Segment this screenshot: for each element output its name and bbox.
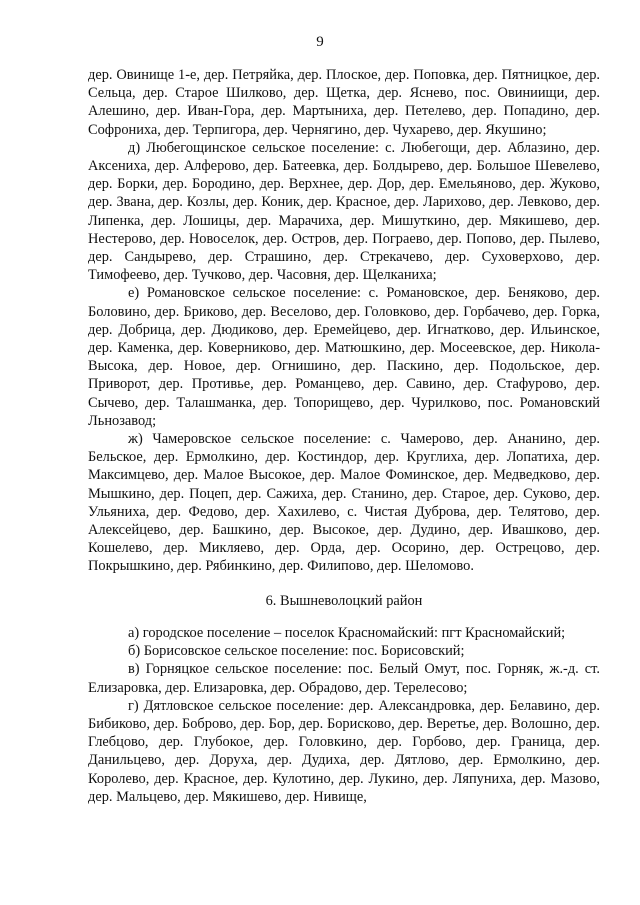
- paragraph-chamerovskoe: ж) Чамеровское сельское поселение: с. Чамерово, дер. Ананино, дер. Бельское, дер. Ермолкино, дер. Костиндор, дер. Круглиха, дер. Лопатиха, дер. Максимцево, дер. Малое Высокое, дер. Малое Фоминское, дер. Медведково, дер. Мышкино, дер. Поцеп, дер. Сажиха, дер. Станино, дер. Старое, дер. Суково, дер. Ульяниха, дер. Федово, дер. Хахилево, с. Чистая Дуброва, дер. Телятово, дер. Алексейцево, дер. Башкино, дер. Высокое, дер. Дудино, дер. Ивашково, дер. Кошелево, дер. Микляево, дер. Орда, дер. Осорино, дер. Острецово, дер. Покрышкино, дер. Рябинкино, дер. Филипово, дер. Шеломово.: [88, 431, 600, 575]
- paragraph-borisovskoe: б) Борисовское сельское поселение: пос. Борисовский;: [128, 643, 465, 660]
- paragraph-krasnomaysky: а) городское поселение – поселок Красномайский: пгт Красномайский;: [128, 624, 566, 641]
- section-heading: 6. Вышневолоцкий район: [265, 592, 423, 609]
- page-number: 9: [316, 34, 324, 50]
- paragraph-gornyatskoe: в) Горняцкое сельское поселение: пос. Белый Омут, пос. Горняк, ж.-д. ст. Елизаровка, дер. Елизаровка, дер. Обрадово, дер. Терелесово;: [88, 661, 600, 696]
- document-body: [88, 66, 600, 806]
- paragraph-lyubegoschinskoe: д) Любегощинское сельское поселение: с. Любегощи, дер. Аблазино, дер. Аксениха, дер. Алферово, дер. Батеевка, дер. Болдырево, дер. Большое Шевелево, дер. Борки, дер. Бородино, дер. Верхнее, дер. Дор, дер. Емельяново, дер. Жуково, дер. Звана, дер. Козлы, дер. Коник, дер. Красное, дер. Ларихово, дер. Левково, дер. Липенка, дер. Лошицы, дер. Марачиха, дер. Мишуткино, дер. Мякишево, дер. Нестерово, дер. Новоселок, дер. Остров, дер. Пограево, дер. Попово, дер. Пылево, дер. Сандырево, дер. Страшино, дер. Стрекачево, дер. Суховерхово, дер. Тимофеево, дер. Тучково, дер. Часовня, дер. Щелканиха;: [88, 139, 600, 284]
- paragraph-dyatlovskoe: г) Дятловское сельское поселение: дер. Александровка, дер. Белавино, дер. Бибиково, дер. Боброво, дер. Бор, дер. Борисково, дер. Веретье, дер. Волошно, дер. Глебцово, дер. Глубокое, дер. Головкино, дер. Горбово, дер. Граница, дер. Данильцево, дер. Доруха, дер. Дудиха, дер. Дятлово, дер. Ермолкино, дер. Королево, дер. Красное, дер. Кулотино, дер. Лукино, дер. Ляпуниха, дер. Мазово, дер. Мальцево, дер. Мякишево, дер. Нивище,: [88, 697, 600, 805]
- paragraph-romanovskoe: е) Романовское сельское поселение: с. Романовское, дер. Беняково, дер. Боловино, дер. Бриково, дер. Веселово, дер. Головково, дер. Горбачево, дер. Горка, дер. Добрица, дер. Дюдиково, дер. Еремейцево, дер. Игнатково, дер. Ильинское, дер. Каменка, дер. Коверниково, дер. Матюшкино, дер. Мосеевское, дер. Никола-Высока, дер. Новое, дер. Огнишино, дер. Паскино, дер. Подольское, дер. Приворот, дер. Противье, дер. Романцево, дер. Савино, дер. Стафурово, дер. Сычево, дер. Талашманка, дер. Топорищево, дер. Чурилково, пос. Романовский Льнозавод;: [88, 285, 600, 429]
- paragraph-continuation: дер. Овинище 1-е, дер. Петряйка, дер. Плоское, дер. Поповка, дер. Пятницкое, дер. Сельца, дер. Старое Шилково, дер. Щетка, дер. Яснево, пос. Овиниищи, дер. Алешино, дер. Иван-Гора, дер. Мартыниха, дер. Петелево, дер. Попадино, дер. Софрониха, дер. Терпигора, дер. Чернягино, дер. Чухарево, дер. Якушино;: [88, 67, 600, 138]
